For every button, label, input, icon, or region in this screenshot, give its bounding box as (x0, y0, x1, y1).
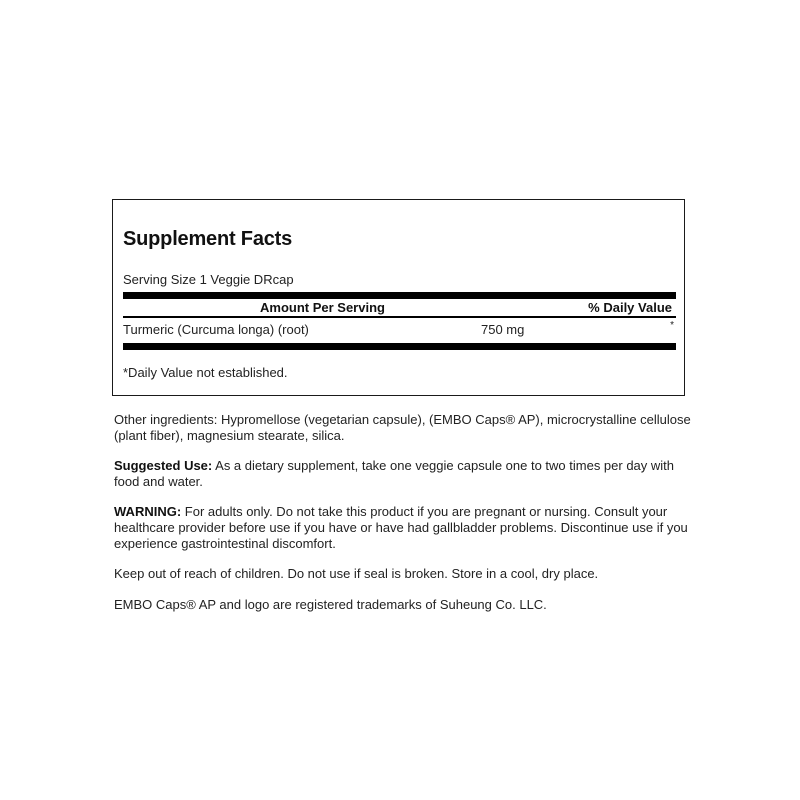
facts-header-row (123, 300, 676, 316)
daily-value-footnote: *Daily Value not established. (123, 365, 288, 380)
supplement-facts-panel (112, 199, 685, 396)
amount-per-serving-header: Amount Per Serving (260, 300, 385, 315)
other-ingredients (114, 412, 694, 444)
storage-text: Keep out of reach of children. Do not use if seal is broken. Store in a cool, dry place. (114, 566, 599, 581)
warning-text: For adults only. Do not take this product if you are pregnant or nursing. Consult your healthcare provider before use if you have or have had gallbladder problems. Discontinue use if you experience gastrointestinal discomfort. (114, 504, 688, 551)
suggested-use (114, 458, 694, 490)
warning (114, 504, 694, 552)
suggested-use-text: As a dietary supplement, take one veggie capsule one to two times per day with food and water. (114, 458, 675, 489)
warning-label: WARNING: (114, 504, 182, 519)
supplement-facts-title: Supplement Facts (123, 228, 293, 250)
thin-divider (123, 316, 676, 318)
ingredient-row (123, 322, 676, 340)
ingredient-name: Turmeric (Curcuma longa) (root) (123, 322, 309, 337)
thick-divider-top (123, 292, 676, 299)
ingredient-amount: 750 mg (481, 322, 525, 337)
other-ingredients-text: Other ingredients: Hypromellose (vegetarian capsule), (EMBO Caps® AP), microcrystalline cellulose (plant fiber), magnesium stearate, silica. (114, 412, 691, 443)
storage-instructions (114, 566, 694, 582)
ingredient-daily-value: * (670, 320, 674, 331)
thick-divider-bottom (123, 343, 676, 350)
trademark-text: EMBO Caps® AP and logo are registered trademarks of Suheung Co. LLC. (114, 597, 547, 612)
serving-size: Serving Size 1 Veggie DRcap (123, 272, 294, 287)
suggested-use-label: Suggested Use: (114, 458, 213, 473)
trademark-notice (114, 597, 694, 613)
daily-value-header: % Daily Value (588, 300, 672, 315)
